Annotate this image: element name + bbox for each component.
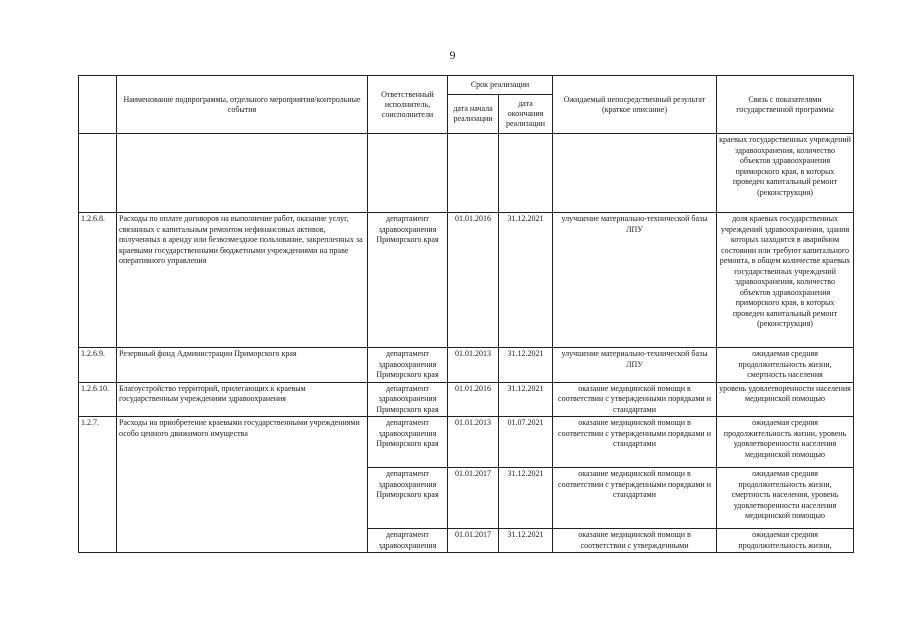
row-end-date: 31.12.2021 (499, 348, 553, 383)
row-number: 1.2.6.8. (79, 213, 117, 348)
header-number (79, 76, 117, 134)
row-name: Расходы по оплате договоров на выполнение работ, оказание услуг, связанных с капитальным ремонтом нефинансовых активов, полученных в аренду или безвозмездное пользование, закрепленных за краевыми государственными бюджетными учреждениями на праве оперативного управления (117, 213, 368, 348)
row-link: ожидаемая средняя продолжительность жизни, смертность населения (717, 348, 854, 383)
row-link: уровень удовлетворенности населения медицинской помощью (717, 382, 854, 417)
row-executor (368, 134, 448, 213)
row-number: 1.2.6.10. (79, 382, 117, 417)
row-start-date: 01.01.2016 (448, 213, 499, 348)
row-end-date: 01.07.2021 (499, 417, 553, 468)
row-start-date: 01.01.2013 (448, 348, 499, 383)
row-link: краевых государственных учреждений здравоохранения, количество объектов здравоохранения приморского края, в которых проведен капитальный ремонт (реконструкция) (717, 134, 854, 213)
row-executor: департамент здравоохранения Приморского края (368, 417, 448, 468)
row-result (553, 134, 717, 213)
row-result: оказание медицинской помощи в соответствии с утвержденными порядками и стандартами (553, 382, 717, 417)
header-end-date: дата окончания реализации (499, 95, 553, 134)
row-executor: департамент здравоохранения (368, 529, 448, 553)
row-name: Резервный фонд Администрации Приморского края (117, 348, 368, 383)
row-end-date (499, 134, 553, 213)
row-end-date: 31.12.2021 (499, 529, 553, 553)
program-table (78, 75, 854, 553)
row-start-date: 01.01.2017 (448, 529, 499, 553)
header-link: Связь с показателями государственной программы (717, 76, 854, 134)
row-name (117, 134, 368, 213)
row-start-date: 01.01.2016 (448, 382, 499, 417)
row-result: улучшение материально-технической базы ЛПУ (553, 348, 717, 383)
row-number (79, 134, 117, 213)
row-end-date: 31.12.2021 (499, 382, 553, 417)
table-row (79, 348, 854, 383)
header-period: Срок реализации (448, 76, 553, 95)
row-link: ожидаемая средняя продолжительность жизни, уровень удовлетворенности населения медицинской помощью (717, 417, 854, 468)
table-row (79, 417, 854, 468)
row-link: ожидаемая средняя продолжительность жизни, (717, 529, 854, 553)
row-start-date: 01.01.2013 (448, 417, 499, 468)
row-number: 1.2.7. (79, 417, 117, 553)
row-executor: департамент здравоохранения Приморского края (368, 213, 448, 348)
table-row (79, 382, 854, 417)
page-number: 9 (449, 48, 456, 62)
row-link: доля краевых государственных учреждений здравоохранения, здания которых находятся в аварийном состоянии или требуют капитального ремонта, в общем количестве краевых государственных учреждений здравоохранения, количество объектов здравоохранения приморского края, в которых проведен капитальный ремонт (реконструкция) (717, 213, 854, 348)
row-link: ожидаемая средняя продолжительность жизни, смертность населения, уровень удовлетворенности населения медицинской помощью (717, 468, 854, 529)
row-executor: департамент здравоохранения Приморского края (368, 468, 448, 529)
row-executor: департамент здравоохранения Приморского края (368, 382, 448, 417)
row-number: 1.2.6.9. (79, 348, 117, 383)
table-header-row (79, 76, 854, 95)
row-name: Расходы на приобретение краевыми государственными учреждениями особо ценного движимого имущества (117, 417, 368, 553)
header-result: Ожидаемый непосредственный результат (краткое описание) (553, 76, 717, 134)
table-row (79, 213, 854, 348)
row-end-date: 31.12.2021 (499, 213, 553, 348)
row-result: улучшение материально-технической базы ЛПУ (553, 213, 717, 348)
row-result: оказание медицинской помощи в соответствии с утвержденными порядками и стандартами (553, 417, 717, 468)
row-result: оказание медицинской помощи в соответствии с утвержденными порядками и стандартами (553, 468, 717, 529)
header-start-date: дата начала реализации (448, 95, 499, 134)
header-name: Наименование подпрограммы, отдельного мероприятия/контрольные события (117, 76, 368, 134)
table-row (79, 134, 854, 213)
row-executor: департамент здравоохранения Приморского края (368, 348, 448, 383)
row-result: оказание медицинской помощи в соответствии с утвержденными (553, 529, 717, 553)
row-end-date: 31.12.2021 (499, 468, 553, 529)
row-name: Благоустройство территорий, прилегающих к краевым государственным учреждениям здравоохранения (117, 382, 368, 417)
row-start-date: 01.01.2017 (448, 468, 499, 529)
header-executor: Ответственный исполнитель, соисполнители (368, 76, 448, 134)
row-start-date (448, 134, 499, 213)
